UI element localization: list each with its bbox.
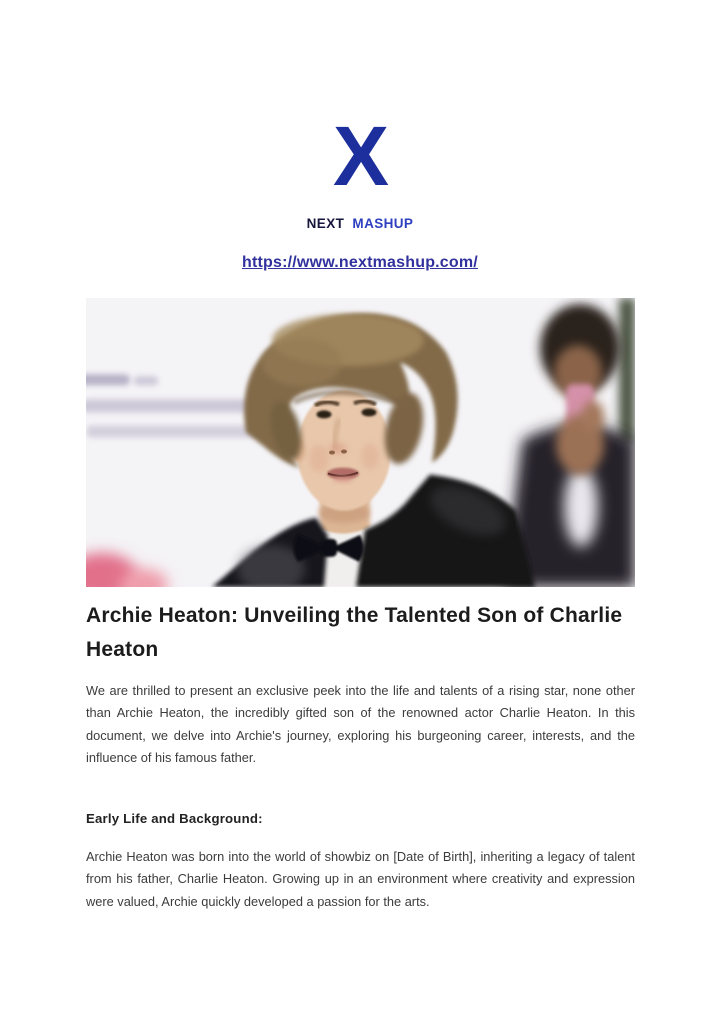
brand-logo [0, 109, 720, 203]
section-heading-early-life: Early Life and Background: [86, 811, 263, 826]
article-hero-photo [86, 298, 635, 587]
site-link-row [0, 254, 720, 272]
website-link[interactable]: https://www.nextmashup.com/ [242, 254, 478, 271]
logo-x-icon: X [332, 109, 388, 203]
brand-word-mashup: MASHUP [352, 216, 414, 231]
article-title: Archie Heaton: Unveiling the Talented Son of Charlie Heaton [86, 604, 623, 661]
article-intro-paragraph: We are thrilled to present an exclusive peek into the life and talents of a rising star, none other than Archie Heaton, the incredibly gifted son of the renowned actor Charlie Heaton. In this document, we delve into Archie's journey, exploring his burgeoning career, interests, and the influence of his famous father. [86, 683, 635, 766]
brand-wordmark [0, 216, 720, 231]
green-wall-stripe [619, 298, 635, 444]
brand-word-next: NEXT [306, 216, 345, 231]
red-carpet-photo-illustration [86, 298, 635, 587]
section-body-paragraph: Archie Heaton was born into the world of showbiz on [Date of Birth], inheriting a legacy of talent from his father, Charlie Heaton. Growing up in an environment where creativity and expression were valued, Archie quickly developed a passion for the arts. [86, 849, 635, 909]
